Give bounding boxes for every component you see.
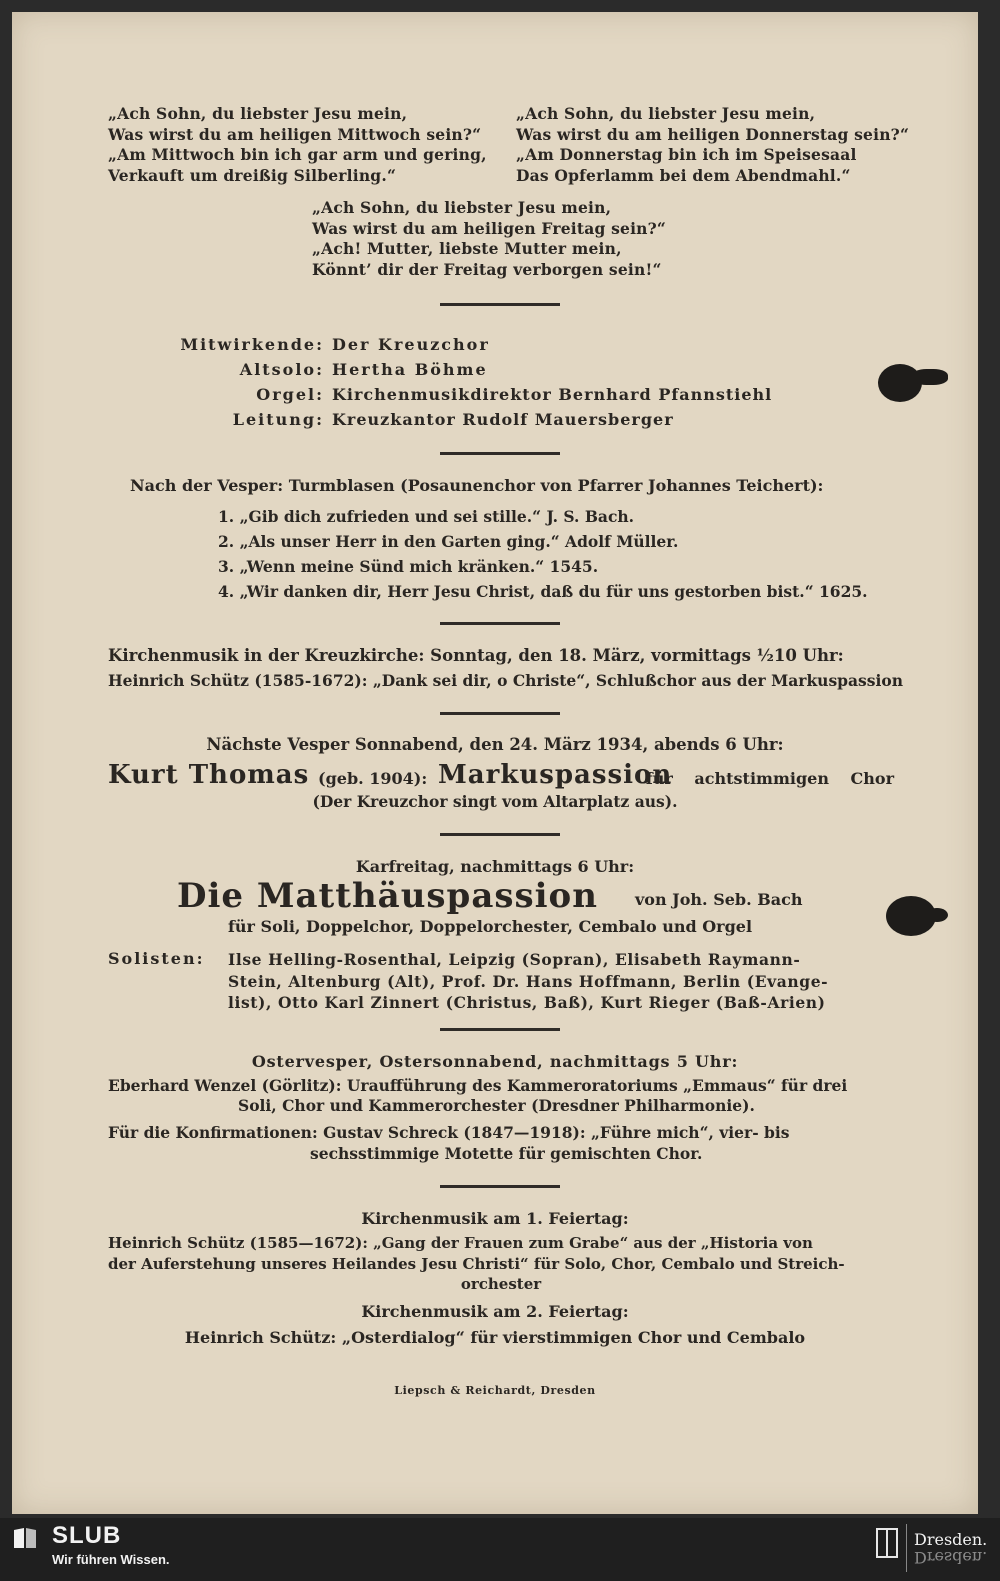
- list-item: 4. „Wir danken dir, Herr Jesu Christ, daß du für uns gestorben bist.“ 1625.: [218, 582, 868, 601]
- ink-blot: [912, 369, 948, 385]
- poem-line: Verkauft um dreißig Silberling.“: [108, 165, 397, 185]
- list-item: 2. „Als unser Herr in den Garten ging.“ Adolf Müller.: [218, 532, 679, 551]
- soloists-line: Ilse Helling-Rosenthal, Leipzig (Sopran), Elisabeth Raymann-: [228, 950, 801, 969]
- next-vesper-note: (Der Kreuzchor singt vom Altarplatz aus).: [312, 792, 678, 811]
- credit-label: Orgel:: [256, 385, 324, 404]
- credit-label: Mitwirkende:: [180, 335, 324, 354]
- work-detail: für achtstimmigen Chor: [645, 769, 894, 788]
- poem-line: Das Opferlamm bei dem Abendmahl.“: [516, 165, 851, 185]
- turmblasen-list: [218, 504, 868, 604]
- next-vesper-heading: Nächste Vesper Sonnabend, den 24. März 1934, abends 6 Uhr:: [206, 735, 784, 754]
- printer-imprint: Liepsch & Reichardt, Dresden: [394, 1384, 596, 1397]
- feiertag1-heading: Kirchenmusik am 1. Feiertag:: [361, 1209, 629, 1228]
- footer-bar: [0, 1518, 1000, 1581]
- poem-line: Was wirst du am heiligen Freitag sein?“: [312, 218, 667, 238]
- credit-row: [152, 332, 772, 357]
- composer-name: Kurt Thomas: [108, 760, 310, 790]
- dresden-logo-text[interactable]: Dresden.: [914, 1530, 988, 1549]
- credit-label: Leitung:: [232, 410, 324, 429]
- poem-line: „Am Mittwoch bin ich gar arm und gering,: [108, 145, 487, 164]
- slub-tagline: Wir führen Wissen.: [52, 1552, 170, 1567]
- kirchenmusik-heading: Kirchenmusik in der Kreuzkirche: Sonntag, den 18. März, vormittags ½10 Uhr:: [108, 646, 844, 665]
- work-title: Markuspassion: [438, 760, 673, 790]
- poem-left: [108, 104, 487, 186]
- feiertag2-text: Heinrich Schütz: „Osterdialog“ für vierstimmigen Chor und Cembalo: [184, 1328, 806, 1347]
- text-line: Eberhard Wenzel (Görlitz): Uraufführung des Kammeroratoriums „Emmaus“ für drei: [108, 1076, 848, 1095]
- feiertag1-text: [108, 1233, 894, 1295]
- credit-label: Altsolo:: [239, 360, 324, 379]
- credit-value: Hertha Böhme: [332, 360, 488, 379]
- credit-value: Kirchenmusikdirektor Bernhard Pfannstiehl: [332, 385, 773, 404]
- karfreitag-composer: von Joh. Seb. Bach: [635, 890, 803, 909]
- ink-blot: [926, 908, 948, 922]
- divider: [440, 712, 560, 715]
- poem-line: „Ach Sohn, du liebster Jesu mein,: [108, 104, 408, 123]
- book-icon: [12, 1526, 38, 1550]
- poem-line: Was wirst du am heiligen Donnerstag sein?“: [516, 124, 910, 144]
- credit-value: Kreuzkantor Rudolf Mauersberger: [332, 410, 674, 429]
- text-line: Heinrich Schütz (1585—1672): „Gang der Frauen zum Grabe“ aus der „Historia von: [108, 1234, 813, 1252]
- karfreitag-title-line: [177, 876, 837, 922]
- karfreitag-title: Die Matthäuspassion: [177, 876, 598, 916]
- document-page: [12, 12, 978, 1514]
- soloists-line: Stein, Altenburg (Alt), Prof. Dr. Hans Hoffmann, Berlin (Evange-: [228, 971, 829, 991]
- poem-line: „Ach Sohn, du liebster Jesu mein,: [312, 198, 612, 217]
- poem-center: [312, 198, 666, 280]
- poem-line: Was wirst du am heiligen Mittwoch sein?“: [108, 124, 482, 144]
- divider: [440, 622, 560, 625]
- soloists-list: [228, 949, 828, 1014]
- turmblasen-heading: Nach der Vesper: Turmblasen (Posaunenchor von Pfarrer Johannes Teichert):: [130, 476, 824, 495]
- poem-line: „Am Donnerstag bin ich im Speisesaal: [516, 145, 857, 164]
- ostervesper-heading: Ostervesper, Ostersonnabend, nachmittags 5 Uhr:: [251, 1052, 739, 1071]
- poem-line: Könnt’ dir der Freitag verborgen sein!“: [312, 259, 662, 279]
- credit-value: Der Kreuzchor: [332, 335, 490, 354]
- coat-of-arms-icon: [876, 1528, 898, 1558]
- text-line: Soli, Chor und Kammerorchester (Dresdner Philharmonie).: [238, 1096, 755, 1115]
- poem-right: [516, 104, 909, 186]
- credit-row: [152, 357, 772, 382]
- divider: [440, 1185, 560, 1188]
- list-item: 3. „Wenn meine Sünd mich kränken.“ 1545.: [218, 557, 599, 576]
- text-line: der Auferstehung unseres Heilandes Jesu Christi“ für Solo, Chor, Cembalo und Streich-: [108, 1254, 845, 1273]
- text-line: sechsstimmige Motette für gemischten Chor.: [310, 1144, 703, 1163]
- list-item: 1. „Gib dich zufrieden und sei stille.“ J. S. Bach.: [218, 507, 635, 526]
- slub-logo-text[interactable]: SLUB: [52, 1522, 122, 1549]
- poem-line: „Ach Sohn, du liebster Jesu mein,: [516, 104, 816, 123]
- text-line: orchester: [460, 1275, 542, 1293]
- karfreitag-scoring: für Soli, Doppelchor, Doppelorchester, Cembalo und Orgel: [228, 917, 753, 936]
- soloists-line: list), Otto Karl Zinnert (Christus, Baß), Kurt Rieger (Baß-Arien): [228, 993, 826, 1012]
- divider: [440, 1028, 560, 1031]
- kirchenmusik-text: Heinrich Schütz (1585-1672): „Dank sei dir, o Christe“, Schlußchor aus der Markuspassion: [108, 671, 904, 690]
- divider: [440, 303, 560, 306]
- karfreitag-time: Karfreitag, nachmittags 6 Uhr:: [355, 857, 635, 876]
- text-line: Für die Konfirmationen: Gustav Schreck (1847—1918): „Führe mich“, vier- bis: [108, 1123, 790, 1142]
- footer-divider: [906, 1524, 907, 1572]
- credits: [152, 332, 772, 432]
- composer-born: (geb. 1904):: [318, 769, 428, 788]
- divider: [440, 452, 560, 455]
- soloists-label: Solisten:: [108, 949, 205, 968]
- poem-line: „Ach! Mutter, liebste Mutter mein,: [312, 239, 622, 258]
- credit-row: [152, 407, 772, 432]
- ostervesper-text: [108, 1076, 847, 1116]
- dresden-logo-reflection: Dresden.: [914, 1548, 988, 1567]
- next-vesper-line: [108, 760, 894, 796]
- divider: [440, 833, 560, 836]
- feiertag2-heading: Kirchenmusik am 2. Feiertag:: [361, 1302, 629, 1321]
- konfirmationen-text: [108, 1122, 790, 1164]
- credit-row: [152, 382, 772, 407]
